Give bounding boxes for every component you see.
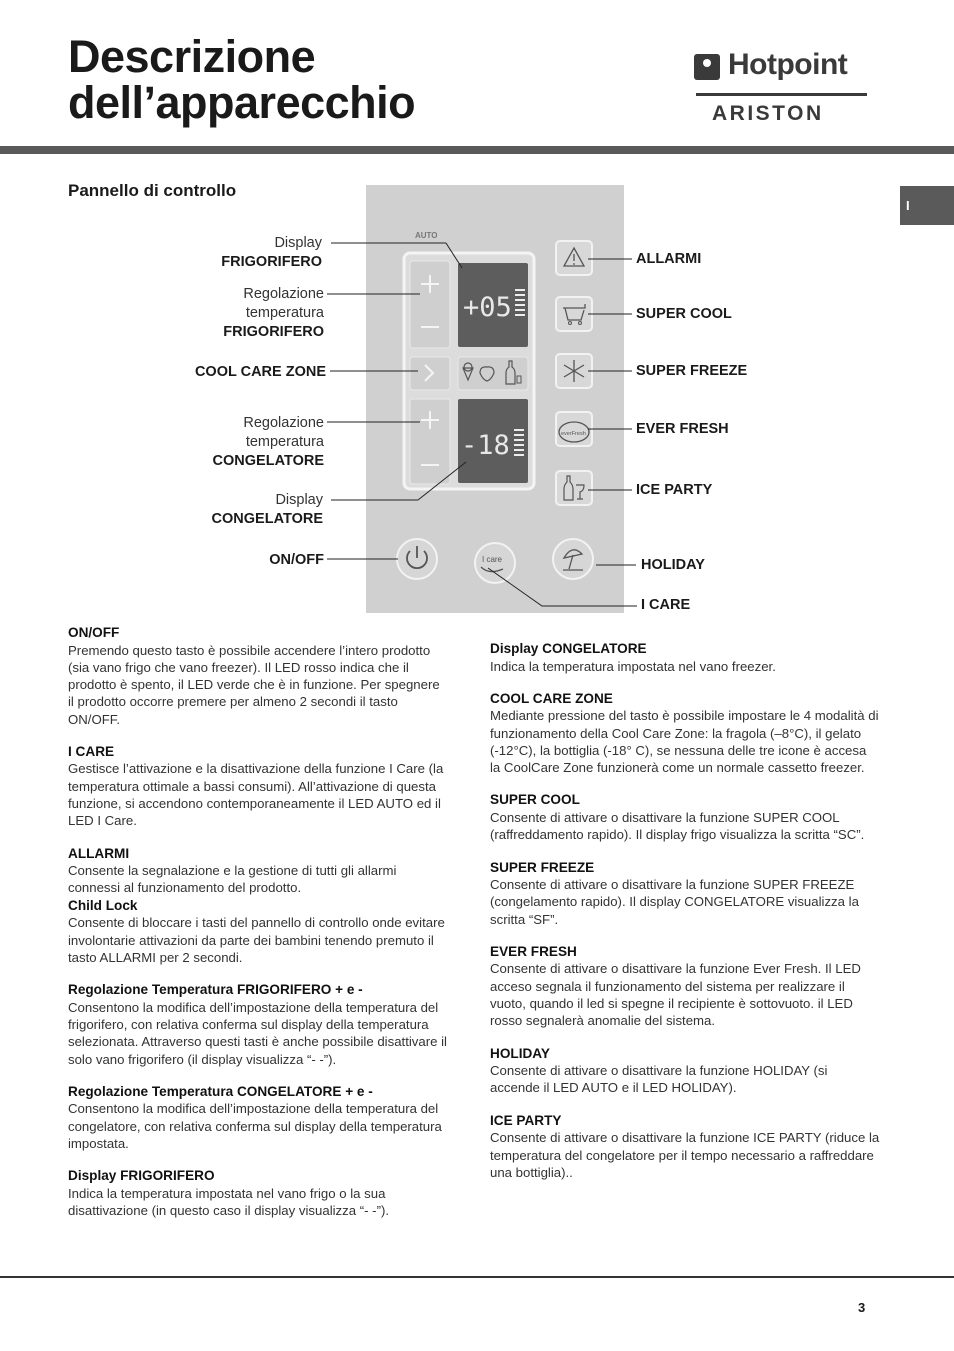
desc-heading: ALLARMI xyxy=(68,845,130,861)
desc-text: Consentono la modifica dell’impostazione della temperatura del congelatore, con relativa conferma sul display della temperatura impostata. xyxy=(68,1101,442,1151)
callout-holiday: HOLIDAY xyxy=(641,557,705,573)
right-description-column xyxy=(490,640,880,1196)
desc-text: Consente la segnalazione e la gestione di tutti gli allarmi connessi al funzionamento del prodotto. xyxy=(68,863,397,896)
callout-bold: FRIGORIFERO xyxy=(223,324,324,340)
freezer-display xyxy=(458,399,528,483)
page-title-line2: dell’apparecchio xyxy=(68,77,416,128)
callout-regolazione-frigorifero xyxy=(160,285,324,342)
callout-display-frigorifero xyxy=(160,234,322,272)
control-panel-illustration xyxy=(366,185,624,613)
cool-care-zone-button xyxy=(410,357,450,390)
callout-cool-care-zone xyxy=(150,363,326,382)
desc-heading: Regolazione Temperatura FRIGORIFERO + e - xyxy=(68,982,363,998)
brand-logo xyxy=(694,48,869,127)
alarms-button xyxy=(556,241,592,275)
callout-line1: Display xyxy=(274,235,322,251)
language-tab-label: I xyxy=(906,198,910,213)
ice-party-button xyxy=(556,471,592,505)
callout-bold: CONGELATORE xyxy=(211,511,323,527)
callout-line1: Regolazione xyxy=(243,415,324,431)
desc-text: Premendo questo tasto è possibile accendere l’intero prodotto (sia vano frigo che vano freezer). Il LED rosso indica che il prodotto è spento, il LED verde che è in funzione. Per spegnere il prodotto occorre premere per almeno 2 secondi il tasto ON/OFF. xyxy=(68,642,440,727)
holiday-button xyxy=(553,539,593,579)
desc-heading: Display CONGELATORE xyxy=(490,641,647,656)
callout-line1: Display xyxy=(275,492,323,508)
footer-divider xyxy=(0,1276,954,1278)
callout-ice-party: ICE PARTY xyxy=(636,482,713,498)
fridge-display-value: +05 xyxy=(463,292,512,323)
super-freeze-button xyxy=(556,354,592,388)
page-title xyxy=(68,31,416,128)
brand-name: Hotpoint xyxy=(728,48,848,81)
fridge-temp-pad xyxy=(410,261,450,348)
desc-text: Consente di attivare o disattivare la funzione SUPER FREEZE (congelamento rapido). Il display CONGELATORE visualizza la scritta “SF”. xyxy=(490,877,859,927)
desc-text: Consentono la modifica dell’impostazione della temperatura del frigorifero, con relativa conferma sul display della temperatura selezionata. Attraverso questi tasti è anche possibile disattivare il solo vano frigorifero (il display visualizza “- -”). xyxy=(68,999,447,1067)
freezer-temp-buttons xyxy=(410,399,450,484)
page-number: 3 xyxy=(858,1300,866,1315)
callout-bold: ON/OFF xyxy=(269,552,324,568)
cool-care-zone-indicators xyxy=(458,357,528,390)
callout-display-congelatore xyxy=(160,491,323,529)
i-care-button xyxy=(475,543,515,583)
desc-heading: Display FRIGORIFERO xyxy=(68,1168,215,1184)
callout-bold: FRIGORIFERO xyxy=(221,254,322,270)
callout-super-freeze: SUPER FREEZE xyxy=(636,363,748,379)
desc-heading: Regolazione Temperatura CONGELATORE + e - xyxy=(68,1083,373,1099)
fridge-temp-buttons xyxy=(410,261,450,348)
control-panel-drawing xyxy=(366,185,624,613)
desc-text: Consente di bloccare i tasti del pannello di controllo onde evitare involontarie attivazioni da parte dei bambini tenendo premuto il tasto ALLARMI per 2 secondi. xyxy=(68,915,445,965)
callout-ever-fresh: EVER FRESH xyxy=(636,421,729,437)
desc-text: Consente di attivare o disattivare la funzione Ever Fresh. Il LED acceso segnala il funzionamento del sistema per realizzare il vuoto, quando il led si spegne il recipiente è sottovuoto. il LED rosso segnalerà anomalie del sistema. xyxy=(490,961,861,1029)
desc-heading: I CARE xyxy=(68,743,115,759)
ever-fresh-icon-text: everFresh xyxy=(561,431,586,437)
super-cool-button xyxy=(556,297,592,331)
desc-heading: HOLIDAY xyxy=(490,1045,550,1061)
desc-heading: ON/OFF xyxy=(68,625,120,640)
callout-on-off xyxy=(200,551,324,570)
callout-i-care: I CARE xyxy=(641,597,691,613)
callout-line2: temperatura xyxy=(245,305,324,321)
header-divider xyxy=(0,146,954,154)
brand-sub: ARISTON xyxy=(712,102,824,125)
callout-line2: temperatura xyxy=(245,434,324,450)
callout-line1: Regolazione xyxy=(243,286,324,302)
desc-heading: COOL CARE ZONE xyxy=(490,690,613,706)
on-off-button xyxy=(397,539,437,579)
callout-bold: COOL CARE ZONE xyxy=(194,364,326,380)
brand-mark-icon xyxy=(694,54,720,80)
callout-super-cool: SUPER COOL xyxy=(636,306,732,322)
callout-regolazione-congelatore xyxy=(160,414,324,471)
ever-fresh-button xyxy=(556,412,592,446)
language-tab xyxy=(900,186,954,225)
auto-label: AUTO xyxy=(415,231,438,240)
desc-text: Mediante pressione del tasto è possibile impostare le 4 modalità di funzionamento della Cool Care Zone: la fragola (–8°C), il gelato (-12°C), la bottiglia (-18° C), se nessuna delle tre icone è accesa la CoolCare Zone funzionerà come un normale cassetto freezer. xyxy=(490,708,879,776)
desc-heading: EVER FRESH xyxy=(490,943,577,959)
desc-heading: SUPER COOL xyxy=(490,792,580,808)
left-description-column xyxy=(68,624,448,1234)
desc-text: Indica la temperatura impostata nel vano freezer. xyxy=(490,658,776,674)
callout-allarmi: ALLARMI xyxy=(636,251,702,267)
desc-text: Gestisce l’attivazione e la disattivazione della funzione I Care (la temperatura ottimale a bassi consumi). All’attivazione di questa funzione, si accendono contemporaneamente il LED AUTO ed il LED I Care. xyxy=(68,761,444,829)
desc-text: Consente di attivare o disattivare la funzione SUPER COOL (raffreddamento rapido). Il display frigo visualizza la scritta “SC”. xyxy=(490,809,865,843)
desc-heading: Child Lock xyxy=(68,897,138,913)
desc-heading: SUPER FREEZE xyxy=(490,859,595,875)
desc-text: Indica la temperatura impostata nel vano frigo o la sua disattivazione (in questo caso il display visualizza “- -”). xyxy=(68,1185,390,1219)
callout-bold: CONGELATORE xyxy=(212,453,324,469)
section-title: Pannello di controllo xyxy=(68,181,237,200)
brand-divider xyxy=(696,93,867,96)
i-care-icon-label: I care xyxy=(482,555,503,564)
desc-text: Consente di attivare o disattivare la funzione HOLIDAY (si accende il LED AUTO e il LED HOLIDAY). xyxy=(490,1063,828,1096)
desc-heading: ICE PARTY xyxy=(490,1112,562,1128)
desc-text: Consente di attivare o disattivare la funzione ICE PARTY (riduce la temperatura del congelatore per il tempo necessario a raffreddare una bottiglia).. xyxy=(490,1130,880,1180)
fridge-display xyxy=(458,263,528,347)
page-title-line1: Descrizione xyxy=(68,31,316,82)
freezer-display-value: -18 xyxy=(461,430,510,461)
